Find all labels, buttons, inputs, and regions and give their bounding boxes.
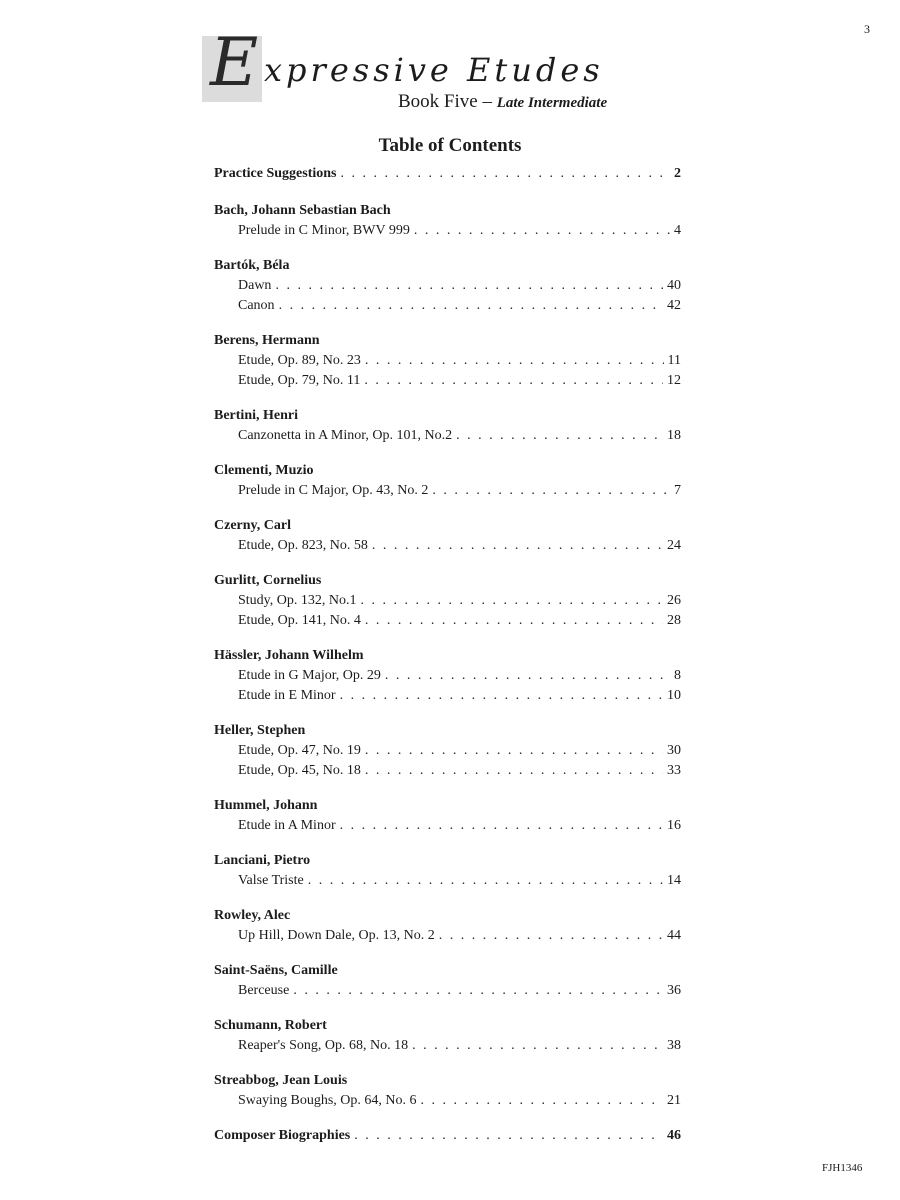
dot-leader (340, 686, 663, 706)
composer-name: Bertini, Henri (214, 408, 298, 423)
composer-name: Czerny, Carl (214, 518, 291, 533)
piece-entry[interactable] (214, 426, 681, 446)
composer-section (214, 461, 681, 501)
composer-section (214, 1071, 681, 1111)
dot-leader (364, 371, 663, 391)
piece-page: 10 (667, 688, 681, 703)
piece-entry[interactable] (214, 351, 681, 371)
composer-section (214, 961, 681, 1001)
page-number: 3 (864, 22, 870, 36)
composer-name: Saint-Saëns, Camille (214, 963, 338, 978)
composer-section (214, 796, 681, 836)
composer-name: Heller, Stephen (214, 723, 306, 738)
piece-entry[interactable] (214, 871, 681, 891)
composer-name: Rowley, Alec (214, 908, 291, 923)
piece-page: 38 (667, 1038, 681, 1053)
entry-title: Composer Biographies (214, 1128, 351, 1143)
piece-page: 14 (667, 873, 681, 888)
catalog-code: FJH1346 (822, 1162, 863, 1174)
dot-leader (354, 1126, 663, 1146)
composer-section (214, 906, 681, 946)
dot-leader (361, 591, 664, 611)
dot-leader (372, 536, 663, 556)
piece-title: Swaying Boughs, Op. 64, No. 6 (238, 1093, 417, 1108)
piece-entry[interactable] (214, 741, 681, 761)
piece-entry[interactable] (214, 536, 681, 556)
piece-entry[interactable] (214, 221, 681, 241)
composer-name: Bach, Johann Sebastian Bach (214, 203, 391, 218)
composer-section (214, 406, 681, 446)
piece-page: 11 (667, 353, 681, 368)
dot-leader (439, 926, 663, 946)
piece-page: 40 (667, 278, 681, 293)
composer-section (214, 331, 681, 391)
title-initial: E (210, 24, 259, 101)
composer-name: Hässler, Johann Wilhelm (214, 648, 364, 663)
piece-title: Up Hill, Down Dale, Op. 13, No. 2 (238, 928, 435, 943)
dot-leader (365, 741, 663, 761)
dot-leader (421, 1091, 663, 1111)
piece-entry[interactable] (214, 816, 681, 836)
piece-page: 36 (667, 983, 681, 998)
piece-entry[interactable] (214, 686, 681, 706)
piece-title: Valse Triste (238, 873, 304, 888)
composer-list (214, 201, 681, 1111)
dot-leader (340, 164, 670, 184)
piece-page: 28 (667, 613, 681, 628)
composer-section (214, 201, 681, 241)
piece-title: Etude, Op. 45, No. 18 (238, 763, 361, 778)
composer-name: Berens, Hermann (214, 333, 320, 348)
piece-title: Reaper's Song, Op. 68, No. 18 (238, 1038, 409, 1053)
piece-page: 30 (667, 743, 681, 758)
dot-leader (414, 221, 670, 241)
piece-entry[interactable] (214, 371, 681, 391)
piece-page: 33 (667, 763, 681, 778)
composer-name: Schumann, Robert (214, 1018, 327, 1033)
piece-entry[interactable] (214, 296, 681, 316)
composer-name: Hummel, Johann (214, 798, 318, 813)
piece-page: 7 (674, 483, 681, 498)
composer-section (214, 256, 681, 316)
book-level: Late Intermediate (496, 95, 608, 111)
piece-entry[interactable] (214, 1036, 681, 1056)
composer-biographies-entry[interactable] (214, 1126, 681, 1146)
entry-title: Practice Suggestions (214, 166, 337, 181)
dot-leader (385, 666, 670, 686)
piece-page: 4 (674, 223, 681, 238)
dot-leader (365, 761, 663, 781)
entry-page: 46 (667, 1128, 681, 1143)
dot-leader (456, 426, 663, 446)
piece-page: 44 (667, 928, 681, 943)
piece-entry[interactable] (214, 481, 681, 501)
piece-title: Etude in E Minor (238, 688, 336, 703)
dot-leader (432, 481, 670, 501)
piece-page: 42 (667, 298, 681, 313)
toc-heading: Table of Contents (378, 135, 522, 156)
piece-entry[interactable] (214, 761, 681, 781)
composer-section (214, 571, 681, 631)
piece-title: Berceuse (238, 983, 290, 998)
dot-leader (340, 816, 663, 836)
piece-page: 24 (667, 538, 681, 553)
composer-name: Bartók, Béla (214, 258, 290, 273)
piece-title: Etude in G Major, Op. 29 (238, 668, 381, 683)
book-subtitle (398, 90, 607, 115)
dot-leader (365, 611, 663, 631)
piece-title: Prelude in C Major, Op. 43, No. 2 (238, 483, 429, 498)
piece-page: 26 (667, 593, 681, 608)
practice-suggestions-entry[interactable] (214, 164, 681, 184)
composer-name: Clementi, Muzio (214, 463, 314, 478)
piece-entry[interactable] (214, 981, 681, 1001)
piece-title: Dawn (238, 278, 272, 293)
composer-section (214, 516, 681, 556)
piece-entry[interactable] (214, 276, 681, 296)
piece-title: Etude, Op. 823, No. 58 (238, 538, 368, 553)
composer-section (214, 721, 681, 781)
piece-title: Etude, Op. 47, No. 19 (238, 743, 361, 758)
composer-name: Gurlitt, Cornelius (214, 573, 322, 588)
piece-entry[interactable] (214, 926, 681, 946)
piece-entry[interactable] (214, 591, 681, 611)
composer-section (214, 851, 681, 891)
table-of-contents (214, 164, 681, 1146)
composer-section (214, 1016, 681, 1056)
composer-name: Streabbog, Jean Louis (214, 1073, 348, 1088)
piece-entry[interactable] (214, 666, 681, 686)
dot-leader (365, 351, 664, 371)
composer-section (214, 646, 681, 706)
piece-title: Etude, Op. 89, No. 23 (238, 353, 361, 368)
dot-leader (293, 981, 663, 1001)
dot-leader (308, 871, 663, 891)
piece-page: 12 (667, 373, 681, 388)
composer-name: Lanciani, Pietro (214, 853, 311, 868)
piece-entry[interactable] (214, 1091, 681, 1111)
entry-page: 2 (674, 166, 681, 181)
piece-title: Canzonetta in A Minor, Op. 101, No.2 (238, 428, 453, 443)
piece-title: Etude in A Minor (238, 818, 336, 833)
piece-page: 8 (674, 668, 681, 683)
book-number: Book Five (398, 91, 478, 112)
subtitle-dash: – (477, 91, 497, 112)
dot-leader (279, 296, 663, 316)
piece-title: Canon (238, 298, 275, 313)
piece-title: Etude, Op. 141, No. 4 (238, 613, 361, 628)
dot-leader (412, 1036, 663, 1056)
title-text: xpressive Etudes (264, 51, 604, 89)
book-title (202, 24, 672, 122)
piece-title: Study, Op. 132, No.1 (238, 593, 357, 608)
piece-page: 16 (667, 818, 681, 833)
dot-leader (275, 276, 663, 296)
piece-page: 21 (667, 1093, 681, 1108)
piece-entry[interactable] (214, 611, 681, 631)
piece-title: Prelude in C Minor, BWV 999 (238, 223, 410, 238)
piece-page: 18 (667, 428, 681, 443)
piece-title: Etude, Op. 79, No. 11 (238, 373, 361, 388)
